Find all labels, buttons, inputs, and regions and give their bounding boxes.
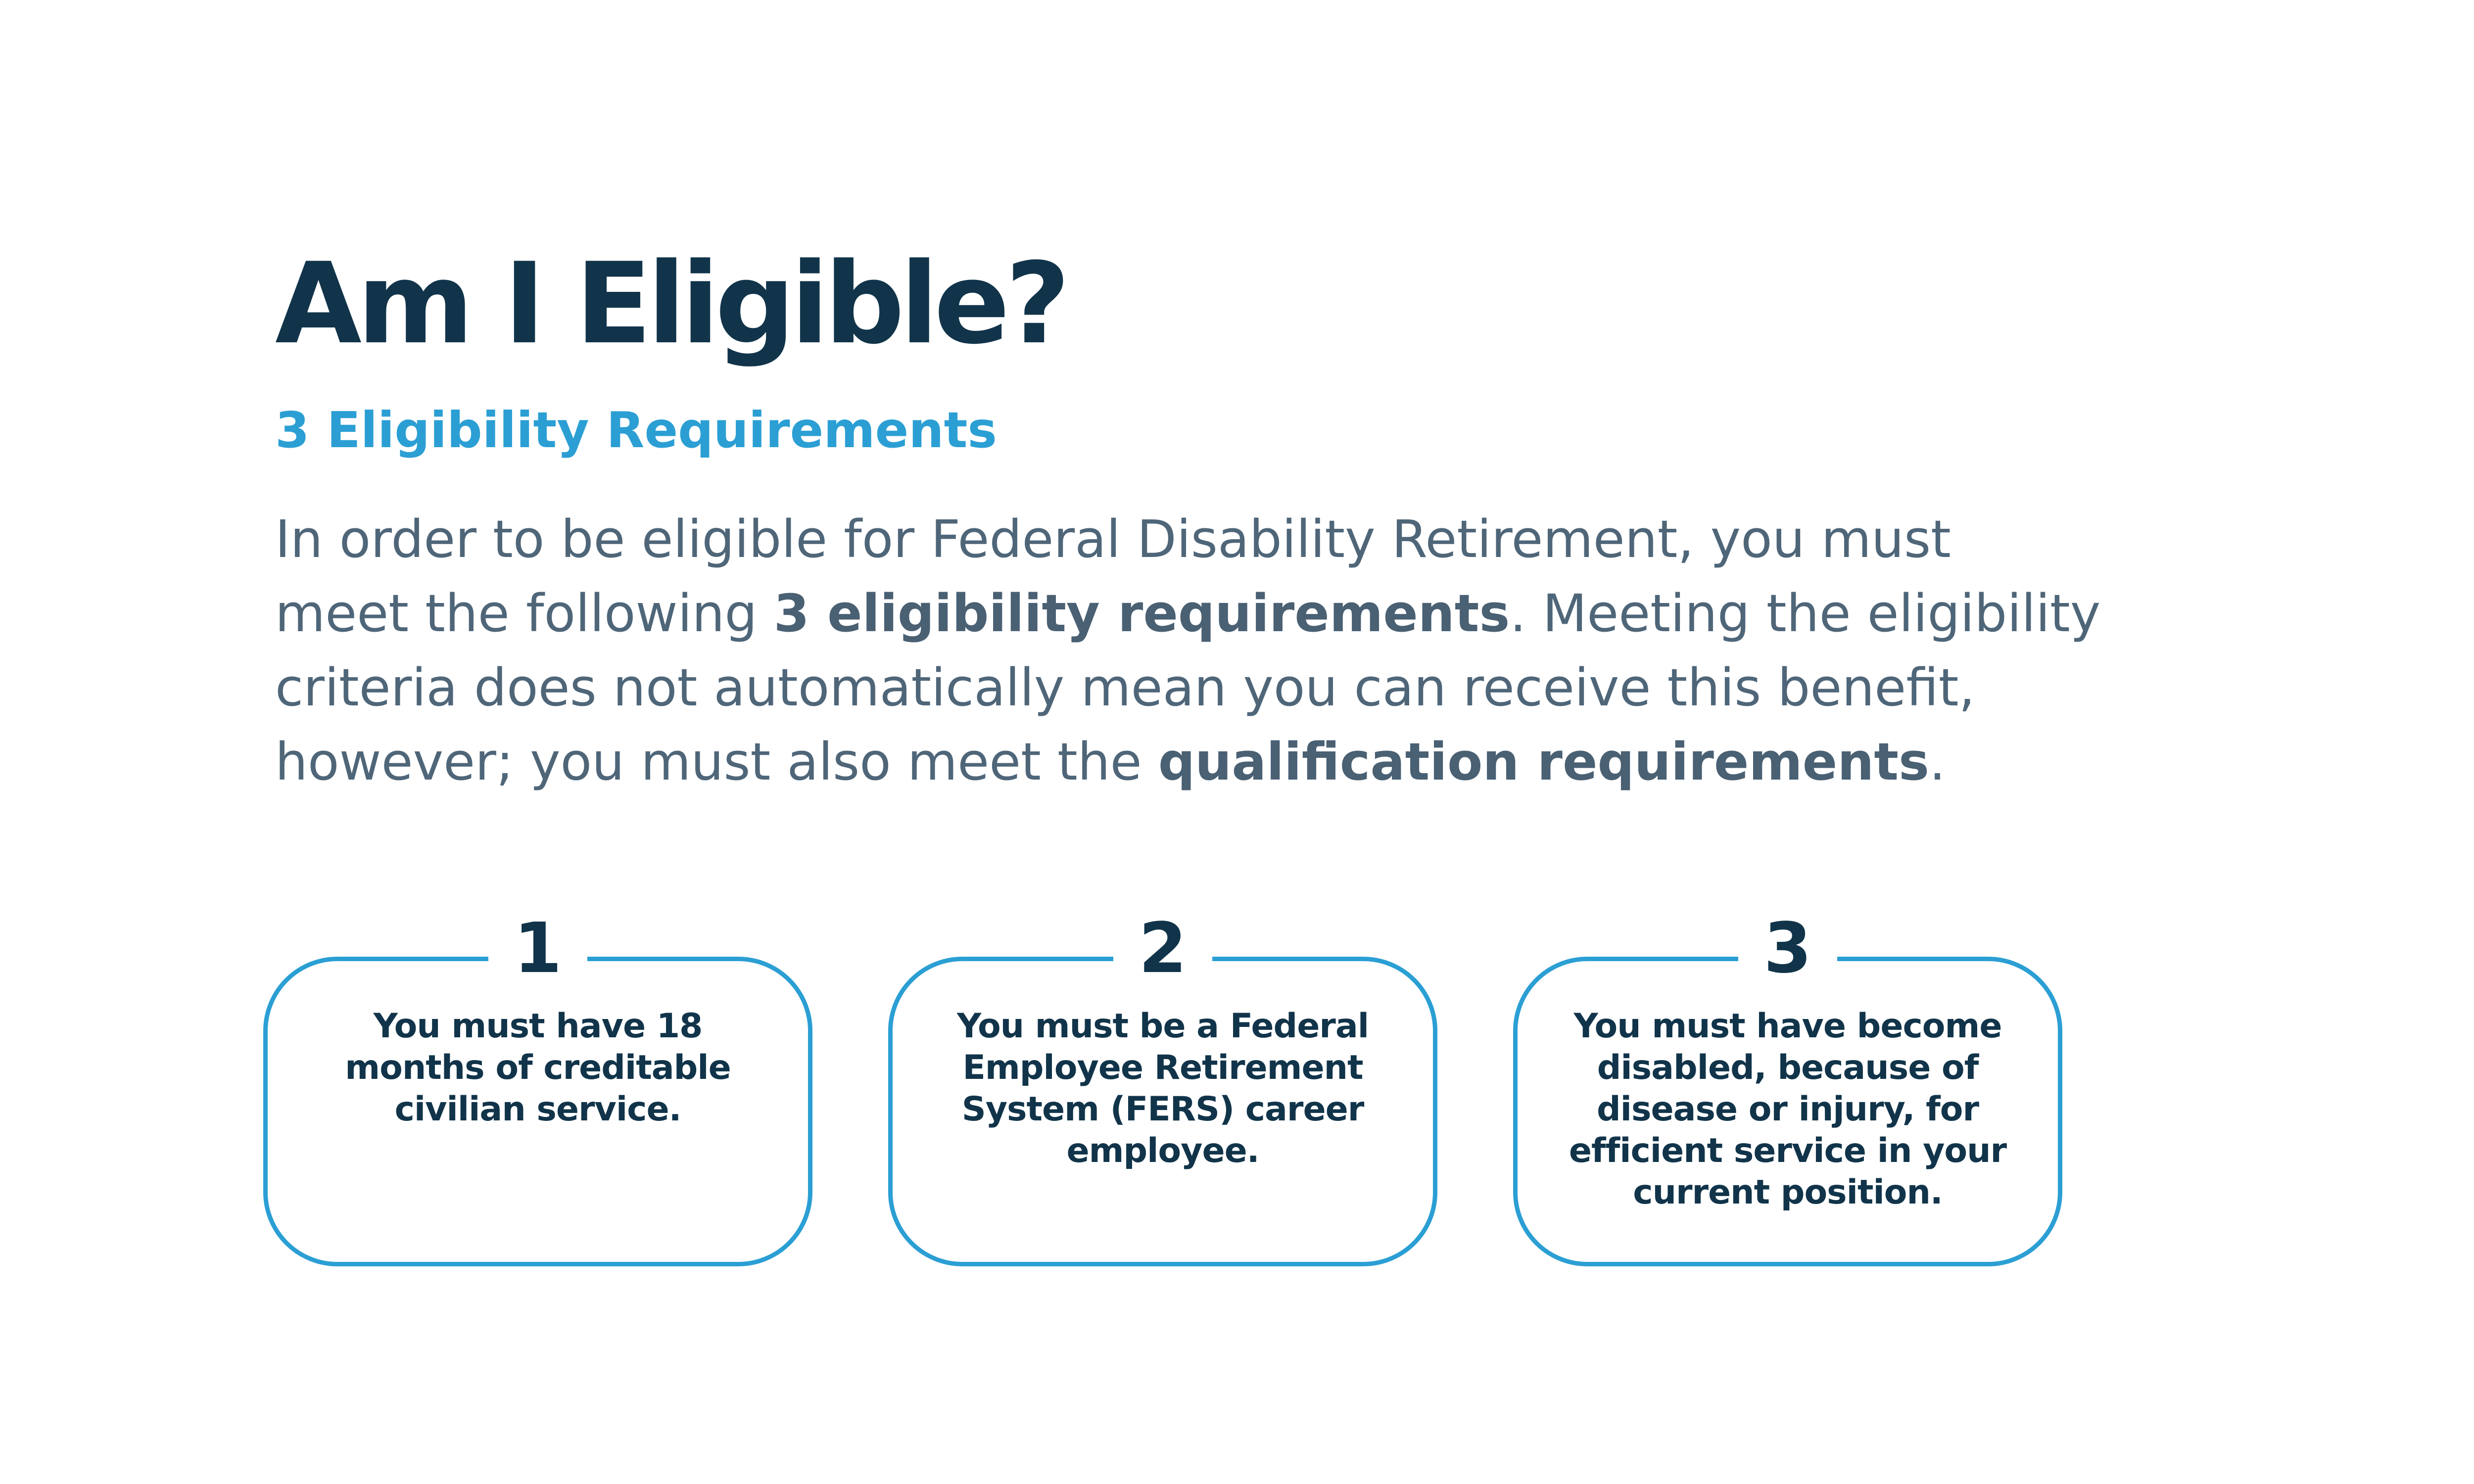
page-subtitle: 3 Eligibility Requirements — [275, 401, 997, 459]
intro-line-2 — [275, 576, 2101, 650]
requirement-text-line: efficient service in your — [1569, 1131, 2007, 1170]
requirement-text-line: You must be a Federal — [956, 1007, 1369, 1046]
requirement-text-line: current position. — [1633, 1173, 1943, 1212]
requirement-text-line: You must have become — [1573, 1007, 2002, 1046]
requirement-text — [307, 1006, 768, 1130]
requirement-number: 2 — [1113, 907, 1212, 991]
intro-line-4-text-end: . — [1929, 732, 1946, 792]
requirement-text-line: employee. — [1066, 1131, 1259, 1170]
requirement-text-line: Employee Retirement — [962, 1048, 1363, 1087]
requirement-text-line: disease or injury, for — [1596, 1090, 1979, 1129]
requirement-text — [932, 1006, 1393, 1172]
intro-line-2-text-end: . Meeting the eligibility — [1510, 583, 2101, 644]
requirement-text-line: civilian service. — [394, 1090, 681, 1129]
requirement-card-2 — [888, 908, 1437, 1266]
qualification-requirements-emphasis: qualification requirements — [1158, 732, 1929, 792]
requirement-text — [1557, 1006, 2018, 1213]
requirement-card-1 — [263, 908, 812, 1266]
requirement-text-line: months of creditable — [345, 1048, 731, 1087]
requirement-text-line: disabled, because of — [1597, 1048, 1979, 1087]
eligibility-requirements-emphasis: 3 eligibility requirements — [773, 583, 1510, 644]
intro-line-4-text: however; you must also meet the — [275, 732, 1158, 792]
requirement-card-3 — [1513, 908, 2062, 1266]
requirement-number: 1 — [488, 907, 587, 991]
requirement-text-line: System (FERS) career — [961, 1090, 1364, 1129]
intro-paragraph — [275, 502, 2101, 799]
intro-line-2-text: meet the following — [275, 583, 774, 644]
intro-line-3: criteria does not automatically mean you can receive this benefit, — [275, 657, 1975, 718]
requirement-number: 3 — [1738, 907, 1837, 991]
intro-line-1: In order to be eligible for Federal Disability Retirement, you must — [275, 509, 1951, 569]
intro-line-4 — [275, 725, 2056, 799]
requirement-text-line: You must have 18 — [373, 1007, 703, 1046]
page-title: Am I Eligible? — [275, 239, 1066, 369]
